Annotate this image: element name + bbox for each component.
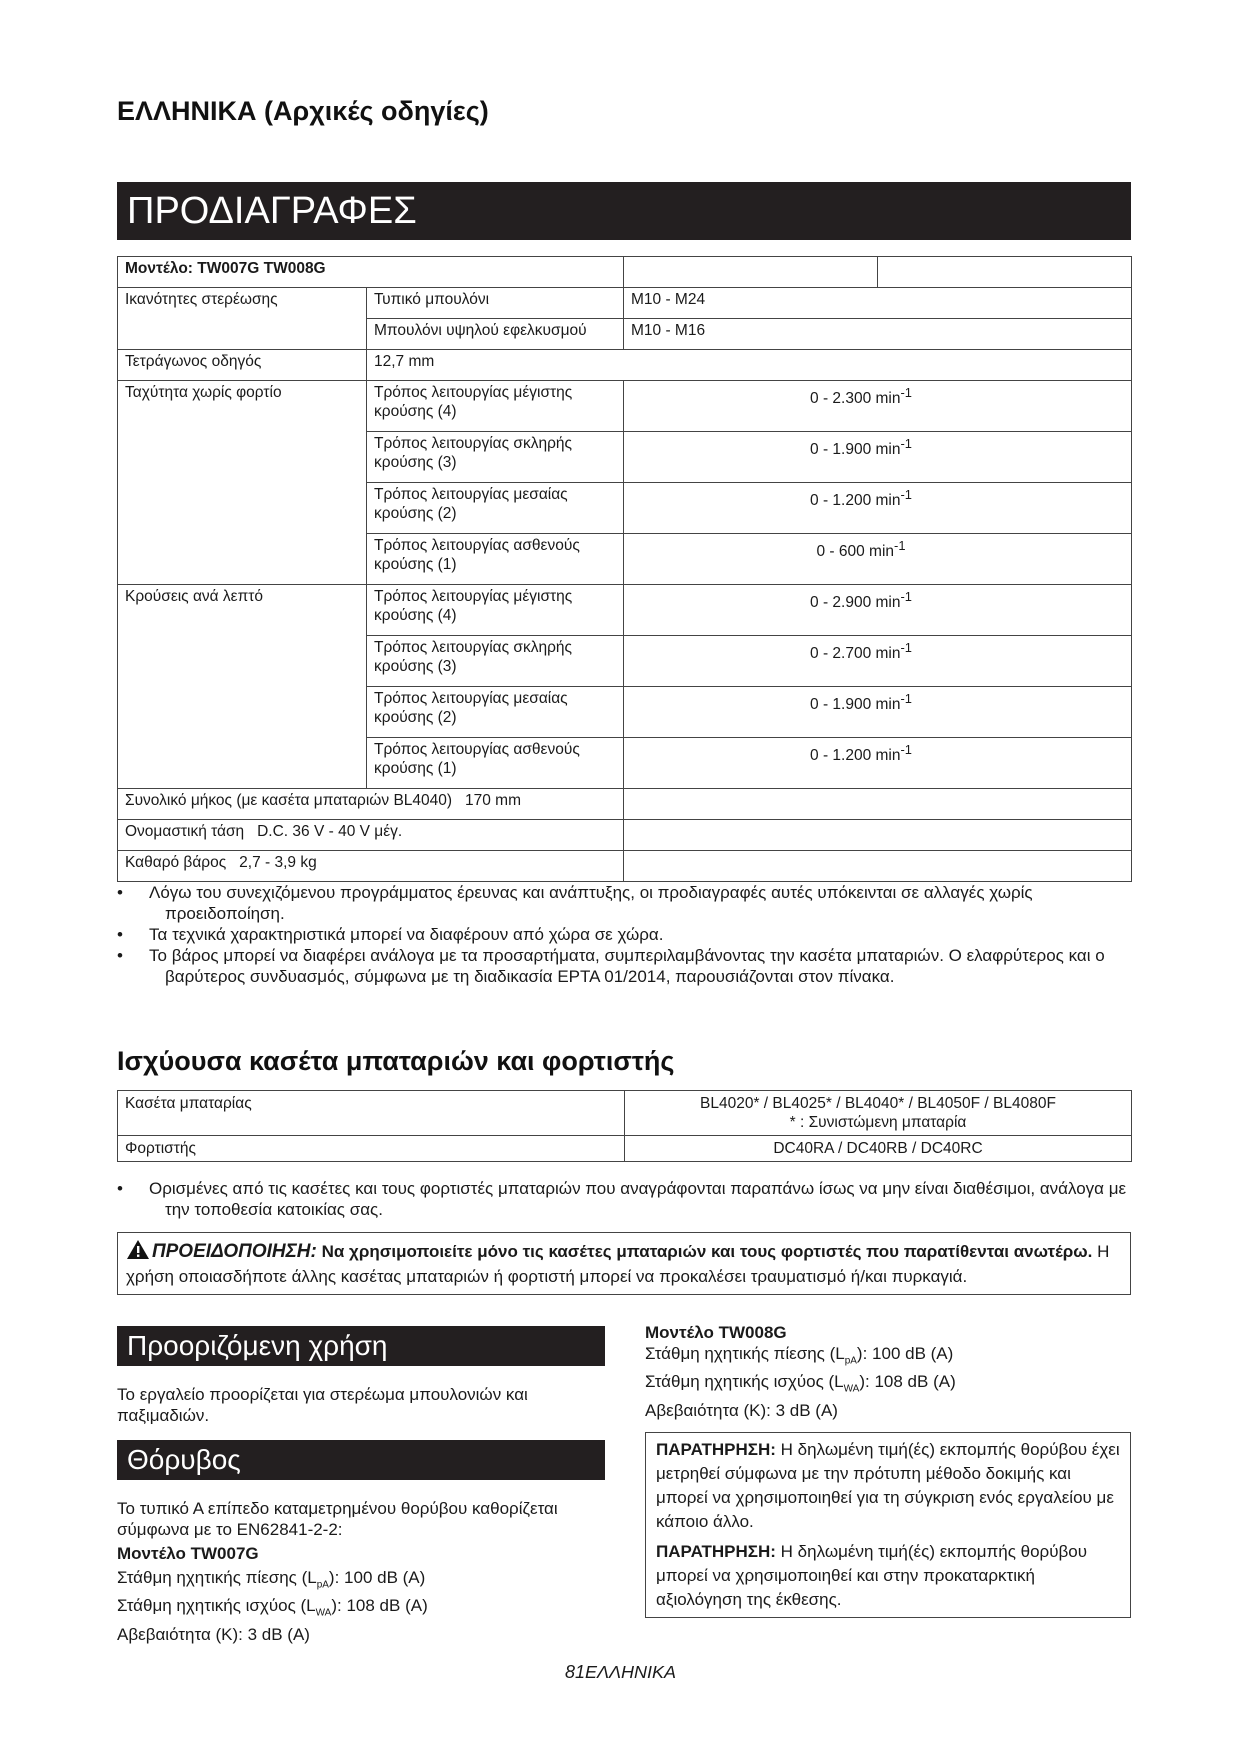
blank-cell xyxy=(624,820,1132,851)
cartridge-label: Κασέτα μπαταρίας xyxy=(118,1091,625,1136)
model-tw008g-heading: Μοντέλο TW008G xyxy=(645,1323,787,1342)
no-load-speed-label: Ταχύτητα χωρίς φορτίο xyxy=(118,381,367,585)
language-title: ΕΛΛΗΝΙΚΑ (Αρχικές οδηγίες) xyxy=(117,96,489,126)
spec-row-voltage xyxy=(118,820,1132,851)
spec-row-fastening xyxy=(118,288,1132,319)
warning-box xyxy=(117,1232,1131,1295)
blank-cell xyxy=(624,851,1132,882)
intended-use-text: Το εργαλείο προορίζεται για στερέωμα μπουλονιών και παξιμαδιών. xyxy=(117,1385,528,1425)
battery-row xyxy=(118,1091,1132,1136)
spec-notes xyxy=(117,882,1131,987)
speed-value: 0 - 1.200 $\min^{-1}$ xyxy=(624,483,1132,534)
noise-intro: Το τυπικό Α επίπεδο καταμετρημένου θορύβου καθορίζεται σύμφωνα με το EN62841-2-2: xyxy=(117,1499,558,1539)
high-tensile-label: Μπουλόνι υψηλού εφελκυσμού xyxy=(367,319,624,350)
specifications-banner: ΠΡΟΔΙΑΓΡΑΦΕΣ xyxy=(117,182,1131,240)
spec-row-speed xyxy=(118,381,1132,432)
spec-row-model xyxy=(118,257,1132,288)
speed-mode: Τρόπος λειτουργίας μέγιστης κρούσης (4) xyxy=(367,381,624,432)
spec-note-item: • Τα τεχνικά χαρακτηριστικά μπορεί να διαφέρουν από χώρα σε χώρα. xyxy=(117,924,1131,945)
impact-mode: Τρόπος λειτουργίας σκληρής κρούσης (3) xyxy=(367,636,624,687)
tw008g-uncertainty: Αβεβαιότητα (K): 3 dB (A) xyxy=(645,1400,838,1420)
model-tw007g-heading: Μοντέλο TW007G xyxy=(117,1544,259,1563)
page-number: 81 xyxy=(564,1662,585,1682)
weight-cell: Καθαρό βάρος 2,7 - 3,9 kg xyxy=(118,851,624,882)
footer-language: ΕΛΛΗΝΙΚΑ xyxy=(585,1662,677,1682)
impact-value: 0 - 2.700 $\min^{-1}$ xyxy=(624,636,1132,687)
tw008g-pressure: Στάθμη ηχητικής πίεσης $(L_{pA})$: 100 dB (A) xyxy=(645,1344,954,1367)
spec-note-item: • Το βάρος μπορεί να διαφέρει ανάλογα με τα προσαρτήματα, συμπεριλαμβάνοντας την κασέτα μπαταριών. Ο ελαφρύτερος και ο βαρύτερος συνδυασμός, σύμφωνα με τη διαδικασία EPTA 01/2014, παρουσιάζονται στον πίνακα. xyxy=(117,945,1131,987)
blank-cell xyxy=(878,257,1132,288)
noise-section-left xyxy=(117,1498,607,1645)
speed-value: 0 - 1.900 $\min^{-1}$ xyxy=(624,432,1132,483)
noise-note: ΠΑΡΑΤΗΡΗΣΗ: Η δηλωμένη τιμή(ές) εκπομπής θορύβου έχει μετρηθεί σύμφωνα με την πρότυπη μέθοδο δοκιμής και μπορεί να χρησιμοποιηθεί για τη σύγκριση ενός εργαλείου με κάποιο άλλο. xyxy=(656,1440,1120,1531)
noise-section-right xyxy=(645,1322,1131,1421)
battery-section-title: Ισχύουσα κασέτα μπαταριών και φορτιστής xyxy=(117,1046,675,1076)
blank-cell xyxy=(624,789,1132,820)
noise-banner: Θόρυβος xyxy=(117,1440,605,1480)
battery-note-item: • Ορισμένες από τις κασέτες και τους φορτιστές μπαταριών που αναγράφονται παραπάνω ίσως να μην είναι διαθέσιμοι, ανάλογα με την τοποθεσία κατοικίας σας. xyxy=(117,1178,1131,1220)
impact-mode: Τρόπος λειτουργίας ασθενούς κρούσης (1) xyxy=(367,738,624,789)
warning-triangle-icon xyxy=(126,1239,150,1266)
spec-row-impacts xyxy=(118,585,1132,636)
warning-label: ΠΡΟΕΙΔΟΠΟΙΗΣΗ: xyxy=(152,1241,317,1262)
speed-mode: Τρόπος λειτουργίας ασθενούς κρούσης (1) xyxy=(367,534,624,585)
charger-label: Φορτιστής xyxy=(118,1136,625,1162)
warning-text: Η χρήση οποιασδήποτε άλλης κασέτας μπαταριών ή φορτιστή μπορεί να προκαλέσει τραυματισμό ή/και πυρκαγιά. xyxy=(126,1242,1110,1286)
impact-value: 0 - 2.900 $\min^{-1}$ xyxy=(624,585,1132,636)
standard-bolt-label: Τυπικό μπουλόνι xyxy=(367,288,624,319)
charger-value: DC40RA / DC40RB / DC40RC xyxy=(625,1136,1132,1162)
speed-mode: Τρόπος λειτουργίας σκληρής κρούσης (3) xyxy=(367,432,624,483)
spec-row-weight xyxy=(118,851,1132,882)
charger-row xyxy=(118,1136,1132,1162)
tw007g-pressure: Στάθμη ηχητικής πίεσης $(L_{pA})$: 100 dB (A) xyxy=(117,1568,426,1591)
spec-note-item: • Λόγω του συνεχιζόμενου προγράμματος έρευνας και ανάπτυξης, οι προδιαγραφές αυτές υπόκεινται σε αλλαγές χωρίς προειδοποίηση. xyxy=(117,882,1131,924)
speed-value: 0 - 600 $\min^{-1}$ xyxy=(624,534,1132,585)
battery-table xyxy=(117,1090,1132,1162)
spec-row-length xyxy=(118,789,1132,820)
noise-note: ΠΑΡΑΤΗΡΗΣΗ: Η δηλωμένη τιμή(ές) εκπομπής θορύβου μπορεί να χρησιμοποιηθεί και στην προκαταρκτική αξιολόγηση της έκθεσης. xyxy=(656,1542,1088,1609)
square-drive-value: 12,7 mm xyxy=(367,350,1132,381)
warning-bold-text: Να χρησιμοποιείτε μόνο τις κασέτες μπαταριών και τους φορτιστές που παρατίθενται ανωτέρω. xyxy=(321,1242,1093,1261)
impact-mode: Τρόπος λειτουργίας μεσαίας κρούσης (2) xyxy=(367,687,624,738)
voltage-cell: Ονομαστική τάση D.C. 36 V - 40 V μέγ. xyxy=(118,820,624,851)
noise-notes-box xyxy=(645,1432,1131,1618)
intended-use-banner: Προοριζόμενη χρήση xyxy=(117,1326,605,1366)
fastening-label: Ικανότητες στερέωσης xyxy=(118,288,367,350)
impact-value: 0 - 1.200 $\min^{-1}$ xyxy=(624,738,1132,789)
tw008g-power: Στάθμη ηχητικής ισχύος $(L_{WA})$: 108 dB (A) xyxy=(645,1372,956,1395)
impact-value: 0 - 1.900 $\min^{-1}$ xyxy=(624,687,1132,738)
specifications-table xyxy=(117,256,1132,882)
page-footer xyxy=(0,1662,1241,1683)
tw007g-uncertainty: Αβεβαιότητα (K): 3 dB (A) xyxy=(117,1624,310,1644)
speed-mode: Τρόπος λειτουργίας μεσαίας κρούσης (2) xyxy=(367,483,624,534)
impacts-label: Κρούσεις ανά λεπτό xyxy=(118,585,367,789)
blank-cell xyxy=(624,257,878,288)
square-drive-label: Τετράγωνος οδηγός xyxy=(118,350,367,381)
model-cell: Μοντέλο: TW007G TW008G xyxy=(118,257,624,288)
battery-notes xyxy=(117,1178,1131,1220)
speed-value: 0 - 2.300 $\min^{-1}$ xyxy=(624,381,1132,432)
impact-mode: Τρόπος λειτουργίας μέγιστης κρούσης (4) xyxy=(367,585,624,636)
standard-bolt-value: M10 - M24 xyxy=(624,288,1132,319)
length-cell: Συνολικό μήκος (με κασέτα μπαταριών BL4040) 170 mm xyxy=(118,789,624,820)
tw007g-power: Στάθμη ηχητικής ισχύος $(L_{WA})$: 108 dB (A) xyxy=(117,1596,428,1619)
cartridge-value: BL4020* / BL4025* / BL4040* / BL4050F / BL4080F * : Συνιστώμενη μπαταρία xyxy=(625,1091,1132,1136)
high-tensile-value: M10 - M16 xyxy=(624,319,1132,350)
spec-row-square-drive xyxy=(118,350,1132,381)
intended-use-section xyxy=(117,1384,607,1426)
